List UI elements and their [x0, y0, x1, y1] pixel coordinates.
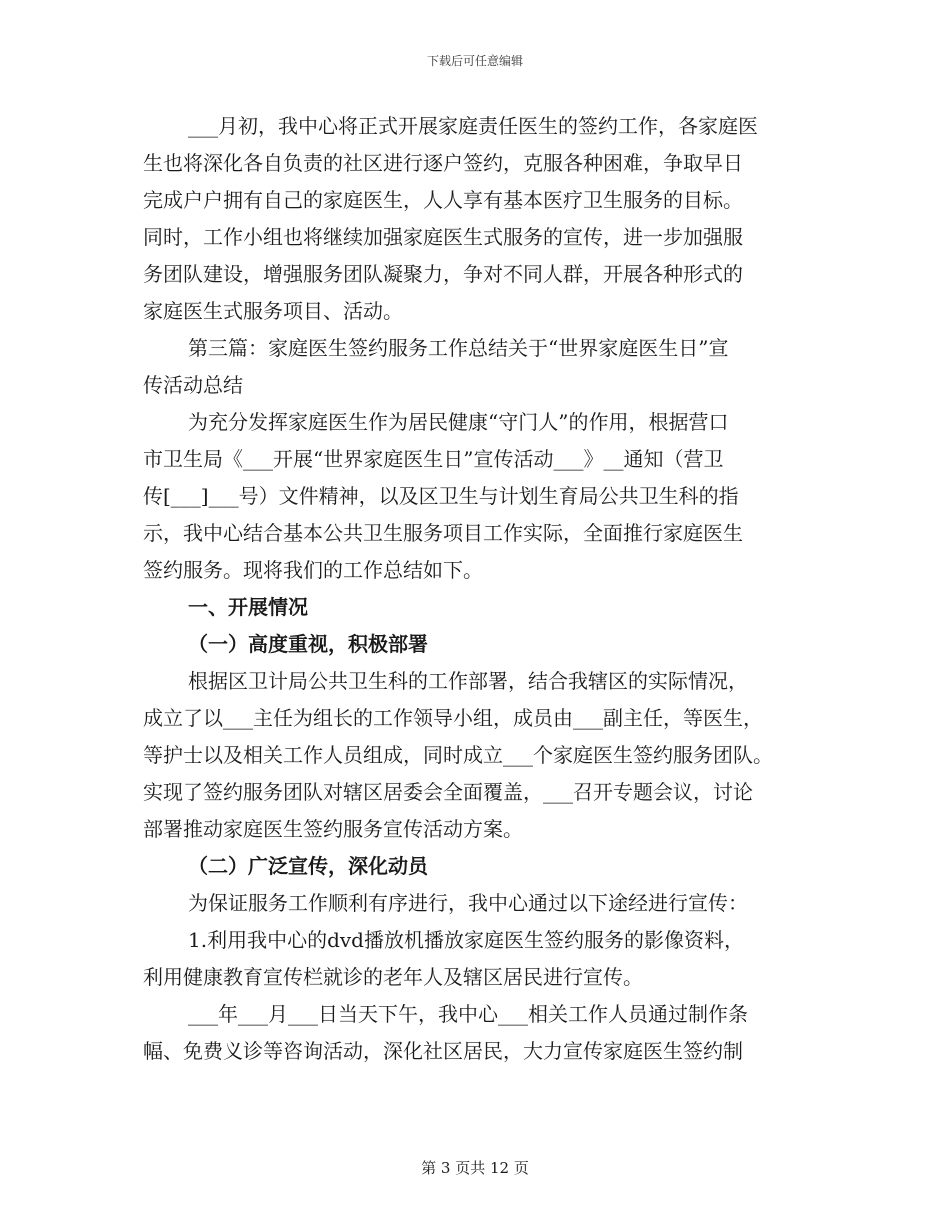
paragraph-line: 家庭医生式服务项目、活动。 — [143, 299, 403, 323]
list-item-line: 1.利用我中心的dvd播放机播放家庭医生签约服务的影像资料， — [188, 928, 744, 952]
paragraph-line: 同时，工作小组也将继续加强家庭医生式服务的宣传，进一步加强服 — [143, 225, 743, 249]
paragraph-line: 根据区卫计局公共卫生科的工作部署，结合我辖区的实际情况， — [188, 669, 748, 693]
section-title-line: 第三篇：家庭医生签约服务工作总结关于“世界家庭医生日”宣 — [188, 336, 729, 360]
paragraph-line: 成立了以___主任为组长的工作领导小组，成员由___副主任，等医生， — [143, 706, 763, 730]
paragraph-line: ___月初，我中心将正式开展家庭责任医生的签约工作，各家庭医 — [188, 114, 758, 138]
paragraph-line: 务团队建设，增强服务团队凝聚力，争对不同人群，开展各种形式的 — [143, 262, 743, 286]
paragraph-line: 完成户户拥有自己的家庭医生，人人享有基本医疗卫生服务的目标。 — [143, 188, 743, 212]
list-item-line: 利用健康教育宣传栏就诊的老年人及辖区居民进行宣传。 — [143, 965, 643, 989]
document-body — [143, 108, 813, 1070]
heading-level-1: 一、开展情况 — [188, 595, 308, 619]
heading-level-2: （一）高度重视，积极部署 — [188, 632, 428, 656]
paragraph-line: 示，我中心结合基本公共卫生服务项目工作实际，全面推行家庭医生 — [143, 521, 743, 545]
paragraph-line: 为保证服务工作顺利有序进行，我中心通过以下途经进行宣传： — [188, 891, 748, 915]
page-footer: 第 3 页共 12 页 — [421, 1159, 529, 1177]
heading-level-2: （二）广泛宣传，深化动员 — [188, 854, 428, 878]
paragraph-line: 部署推动家庭医生签约服务宣传活动方案。 — [143, 817, 523, 841]
paragraph-line: 实现了签约服务团队对辖区居委会全面覆盖，___召开专题会议，讨论 — [143, 780, 753, 804]
paragraph-line: 幅、免费义诊等咨询活动，深化社区居民，大力宣传家庭医生签约制 — [143, 1039, 743, 1063]
paragraph-line: 生也将深化各自负责的社区进行逐户签约，克服各种困难，争取早日 — [143, 151, 743, 175]
paragraph-line: 市卫生局《___开展“世界家庭医生日”宣传活动___》__通知（营卫 — [143, 447, 724, 471]
paragraph-line: 为充分发挥家庭医生作为居民健康“守门人”的作用，根据营口 — [188, 410, 729, 434]
page-header: 下载后可任意编辑 — [426, 54, 523, 68]
paragraph-line: 签约服务。现将我们的工作总结如下。 — [143, 558, 483, 582]
paragraph-line: 传[___]___号）文件精神，以及区卫生与计划生育局公共卫生科的指 — [143, 484, 739, 508]
paragraph-line: ___年___月___日当天下午，我中心___相关工作人员通过制作条 — [188, 1002, 748, 1026]
paragraph-line: 等护士以及相关工作人员组成，同时成立___个家庭医生签约服务团队。 — [143, 743, 773, 767]
section-title-line: 传活动总结 — [143, 373, 243, 397]
